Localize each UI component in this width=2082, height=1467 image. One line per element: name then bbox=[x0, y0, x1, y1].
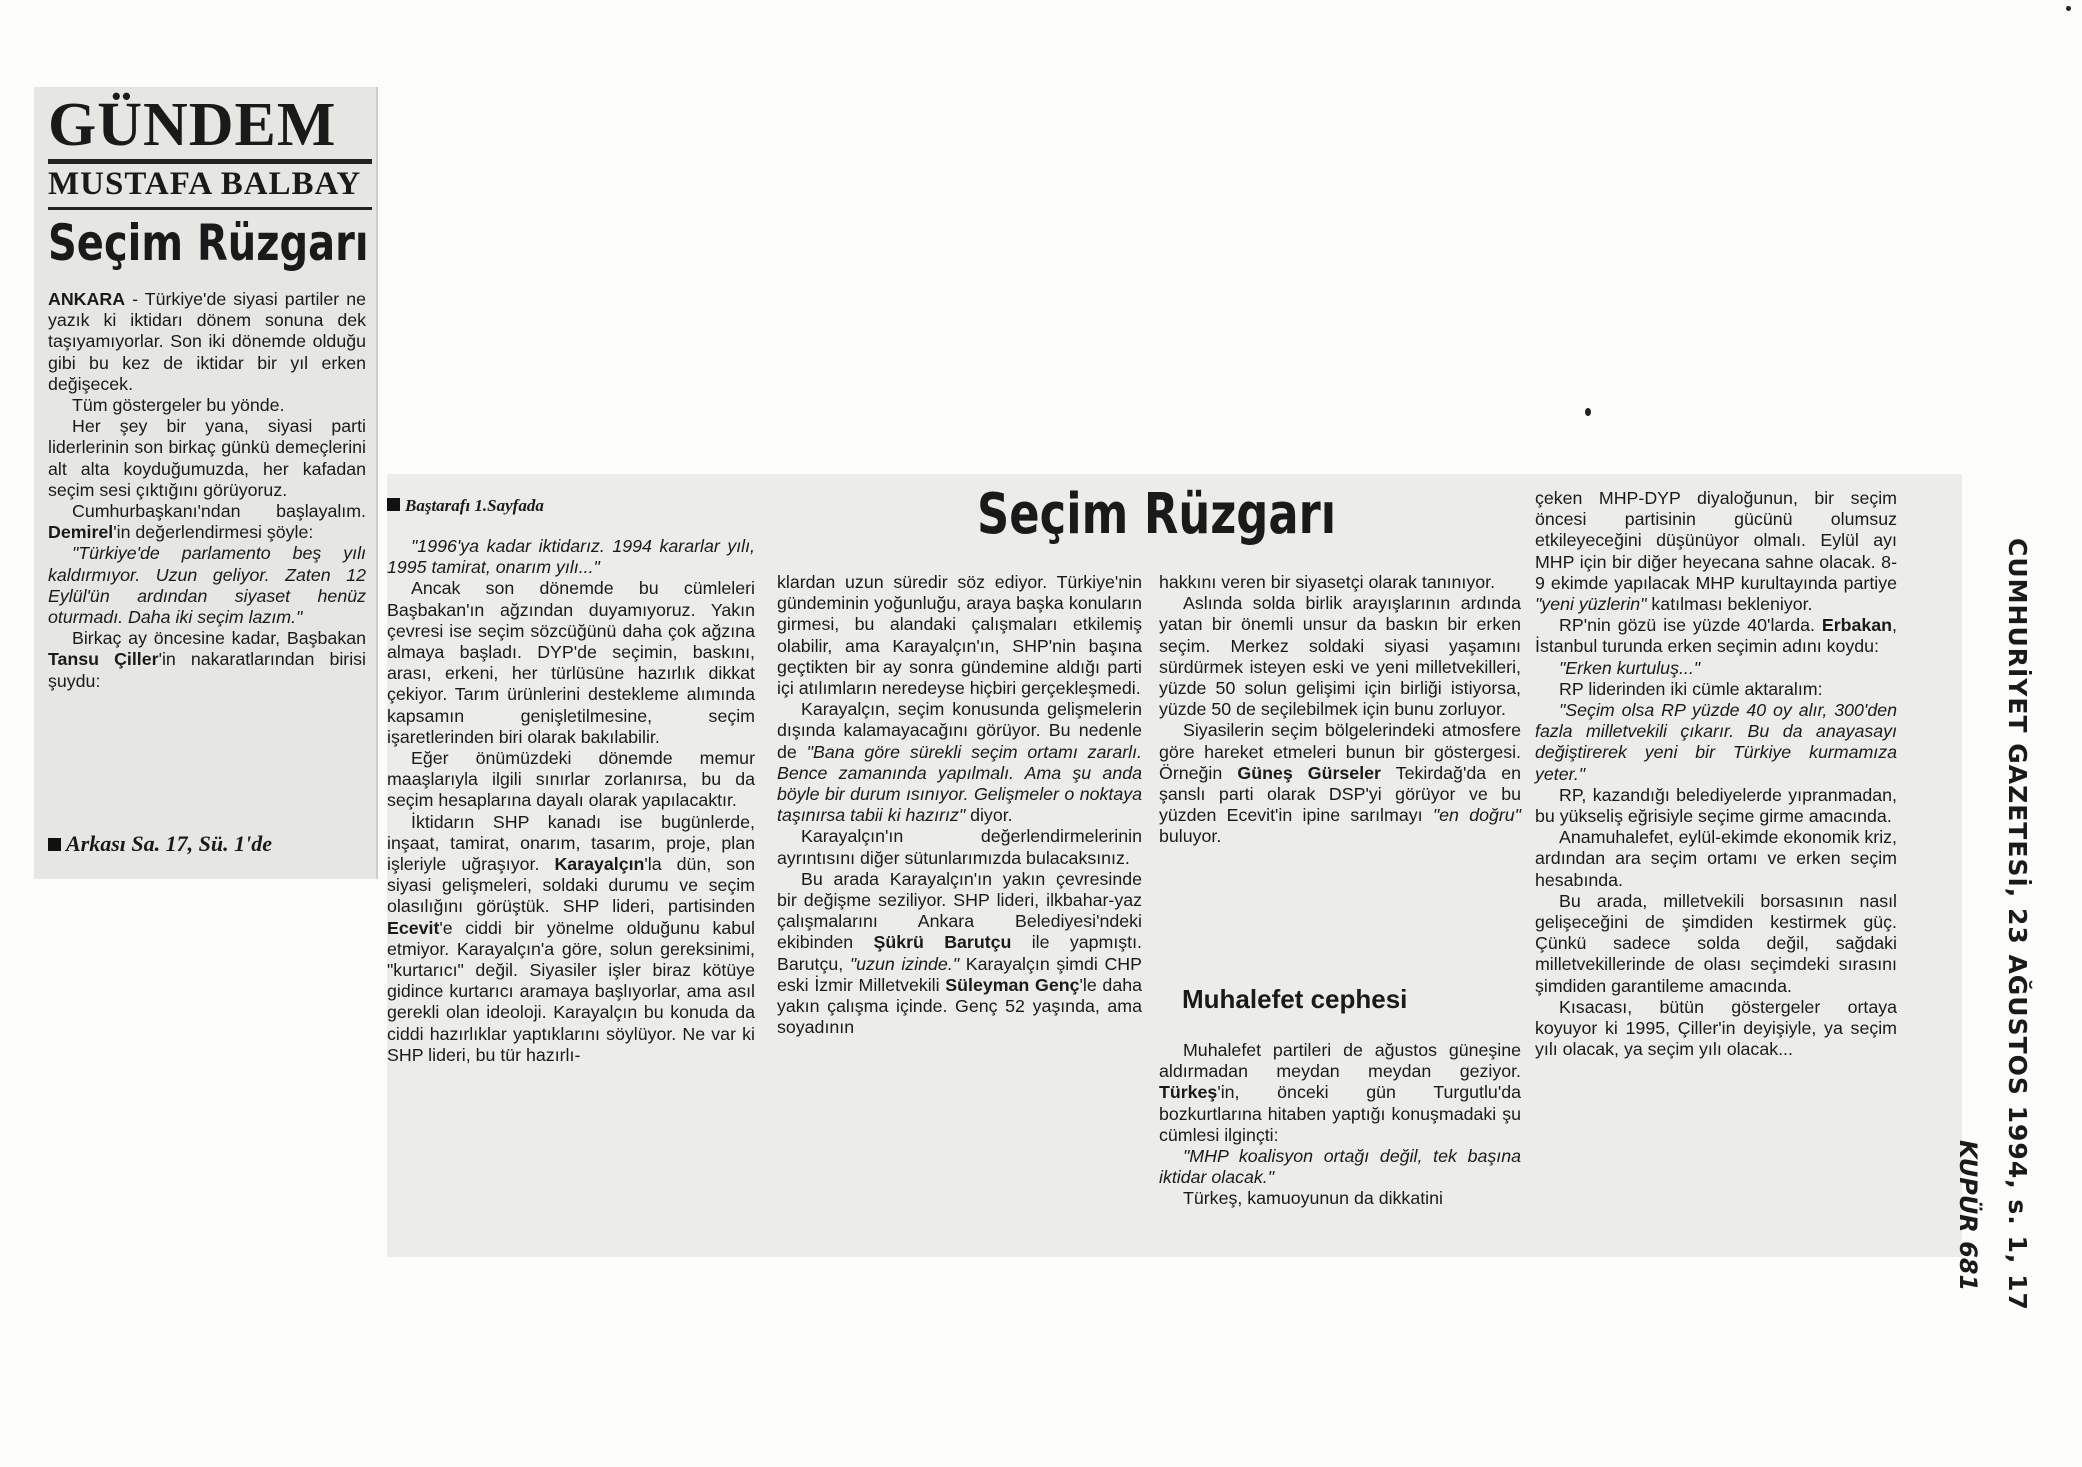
person-name: Güneş Gürseler bbox=[1237, 762, 1381, 783]
continuation-clipping bbox=[387, 474, 1962, 1257]
bullet-square-icon bbox=[387, 498, 400, 511]
paragraph: Türkeş, kamuoyunun da dikkatini bbox=[1183, 1188, 1443, 1209]
paragraph: Tüm göstergeler bu yönde. bbox=[72, 395, 285, 416]
paragraph: Muhalefet partileri de ağustos güneşine aldırmadan meydan meydan geziyor. Türkeş'in, önceki gün Turgutlu'da bozkurtlarına hitaben yaptığı konuşmadaki şu cümlesi ilginçti: bbox=[1159, 1040, 1521, 1145]
paragraph: ANKARA - Türkiye'de siyasi partiler ne yazık ki iktidarı dönem sonuna dek taşıyamıyorlar. Son iki dönemde olduğu gibi bu kez de iktidar bir yıl erken değişecek. bbox=[48, 289, 366, 394]
scan-speck bbox=[1585, 408, 1591, 416]
paragraph: RP liderinden iki cümle aktaralım: bbox=[1559, 678, 1823, 699]
front-column-text bbox=[48, 289, 366, 692]
quote: "en doğru" bbox=[1432, 805, 1521, 826]
quote: "Türkiye'de parlamento beş yılı kaldırmıyor. Uzun geliyor. Zaten 12 Eylül'ün ardından siyaset henüz oturmadı. Daha iki seçim lazım." bbox=[48, 543, 366, 628]
paragraph: Karayalçın'ın değerlendirmelerinin ayrıntısını diğer sütunlarımızda bulacaksınız. bbox=[777, 826, 1142, 868]
column-1 bbox=[387, 536, 755, 1066]
source-citation: CUMHURİYET GAZETESİ, 23 AĞUSTOS 1994, s. 1, 17 bbox=[2003, 538, 2032, 1311]
column-3 bbox=[1159, 572, 1521, 848]
section-title: GÜNDEM bbox=[48, 91, 337, 159]
scan-speck bbox=[2066, 6, 2071, 11]
quote: "uzun izinde." bbox=[849, 953, 960, 974]
headline: Seçim Rüzgarı bbox=[48, 214, 369, 272]
continued-on-label: Arkası Sa. 17, Sü. 1'de bbox=[48, 831, 272, 857]
paragraph: RP, kazandığı belediyelerde yıpranmadan, bu yükseliş eğrisiyle seçime girme amacında. bbox=[1535, 784, 1897, 827]
person-name: Karayalçın bbox=[554, 854, 645, 875]
paragraph: Bu arada, milletvekili borsasının nasıl gelişeceğini de şimdiden kestirmek güç. Çünkü sadece solda değil, sağdaki milletvekillerinde de olası seçimdeki sırasını şimdiden garantileme amacında. bbox=[1535, 890, 1897, 996]
quote: "MHP koalisyon ortağı değil, tek başına iktidar olacak." bbox=[1159, 1146, 1521, 1188]
person-name: Şükrü Barutçu bbox=[873, 932, 1012, 953]
quote: "Bana göre sürekli seçim ortamı zararlı. Bence zamanında yapılmalı. Ama şu anda böyle bir durum ısınıyor. Gelişmeler o noktaya taşınırsa tabii ki hazırız" bbox=[777, 741, 1142, 826]
person-name: Ecevit bbox=[387, 917, 440, 938]
paragraph: Karayalçın, seçim konusunda gelişmelerin dışında kalamayacağını görüyor. Bu nedenle de "Bana göre sürekli seçim ortamı zararlı. Bence zamanında yapılmalı. Ama şu anda böyle bir durum ısınıyor. Gelişmeler o noktaya taşınırsa tabii ki hazırız" diyor. bbox=[777, 699, 1142, 826]
continuation-headline: Seçim Rüzgarı bbox=[977, 482, 1337, 547]
author-name: MUSTAFA BALBAY bbox=[48, 166, 362, 202]
bullet-square-icon bbox=[48, 838, 61, 851]
paragraph: RP'nin gözü ise yüzde 40'larda. Erbakan, İstanbul turunda erken seçimin adını koydu: bbox=[1535, 615, 1897, 657]
paragraph: Siyasilerin seçim bölgelerindeki atmosfere göre hareket etmeleri bunun bir göstergesi. Örneğin Güneş Gürseler Tekirdağ'da en şanslı parti olarak DSP'yi görüyor ve bu yüzden Ecevit'in ipine sarılmayı "en doğru" buluyor. bbox=[1159, 720, 1521, 847]
paragraph: Her şey bir yana, siyasi parti liderlerinin son birkaç günkü demeçlerini alt alta koyduğumuzda, her kafadan seçim sesi çıktığını görüyoruz. bbox=[48, 416, 366, 500]
paragraph: Bu arada Karayalçın'ın yakın çevresinde bir değişme seziliyor. SHP lideri, ilkbahar-yaz çalışmalarını Ankara Belediyesi'ndeki ekibinden Şükrü Barutçu ile yapmıştı. Barutçu, "uzun izinde." Karayalçın şimdi CHP eski İzmir Milletvekili Süleyman Genç'le daha yakın çalışma içinde. Genç 52 yaşında, ama soyadının bbox=[777, 868, 1142, 1038]
quote: "yeni yüzlerin" bbox=[1535, 594, 1647, 615]
paragraph: Cumhurbaşkanı'ndan başlayalım. Demirel'in değerlendirmesi şöyle: bbox=[48, 501, 366, 543]
quote: "Seçim olsa RP yüzde 40 oy alır, 300'den fazla milletvekili çıkarır. Bu da anayasayı değiştirerek yeni bir Türkiye kurmamıza yeter." bbox=[1535, 700, 1897, 784]
quote: "Erken kurtuluş..." bbox=[1559, 657, 1701, 678]
paragraph: Anamuhalefet, eylül-ekimde ekonomik kriz, ardından ara seçim ortamı ve erken seçim hesabında. bbox=[1535, 827, 1897, 890]
paragraph: İktidarın SHP kanadı ise bugünlerde, inşaat, tamirat, onarım, tasarım, proje, plan işleriyle uğraşıyor. Karayalçın'la dün, son siyasi gelişmeleri, soldaki durumu ve seçim olasılığını görüştük. SHP lideri, partisinden Ecevit'e ciddi bir yönelme olduğunu kabul etmiyor. Karayalçın'a göre, solun gereksinimi, "kurtarıcı" değil. Siyasiler işler biraz kötüye gidince kurtarıcı aramaya başlıyorlar, ama asıl gerekli olan ideoloji. Karayalçın bu konuda da ciddi hazırlıklar yaptıklarını söylüyor. Ne var ki SHP lideri, bu tür hazırlı- bbox=[387, 811, 755, 1065]
paragraph: Aslında solda birlik arayışlarının ardında yatan bir önemli unsur da baskın bir erken seçim. Merkez soldaki siyasi yaşamını sürdürmek isteyen eski ve yeni milletvekilleri, yüzde 50 solun gelişimi için birliği istiyorsa, yüzde 50 de seçilebilmek için bunu zorluyor. bbox=[1159, 593, 1521, 720]
front-page-clipping bbox=[34, 87, 378, 879]
column-2 bbox=[777, 572, 1142, 1038]
person-name: Tansu Çiller bbox=[48, 649, 159, 670]
person-name: Demirel bbox=[48, 522, 114, 543]
person-name: Süleyman Genç bbox=[945, 974, 1080, 995]
person-name: Türkeş bbox=[1159, 1082, 1218, 1103]
paragraph: Ancak son dönemde bu cümleleri Başbakan'ın ağzından duyamıyoruz. Yakın çevresi ise seçim sözcüğünü daha çok ağzına almaya başladı. DYP'de seçimin, baskını, arası, erkeni, her türlüsüne hazırlık dikkat çekiyor. Tarım ürünlerini destekleme alımında kapsamın genişletilmesine, seçim işaretlerinden biri olarak bakılabilir. bbox=[387, 578, 755, 747]
paragraph: Eğer önümüzdeki dönemde memur maaşlarıyla ilgili sınırlar zorlanırsa, bu da seçim hesaplarına dayalı olarak yapılacaktır. bbox=[387, 748, 755, 811]
dateline: ANKARA bbox=[48, 289, 126, 309]
author-rule bbox=[48, 207, 372, 210]
paragraph: klardan uzun süredir söz ediyor. Türkiye'nin gündeminin yoğunluğu, araya başka konuların girmesi, bu alandaki çalışmaları etkilemiş olabilir, ama Karayalçın'ın, SHP'nin başına geçtikten bir ay sonra gündemine aldığı parti içi atılımların neredeyse hiçbiri gerçekleşmedi. bbox=[777, 572, 1142, 699]
paragraph: Birkaç ay öncesine kadar, Başbakan Tansu Çiller'in nakaratlarından birisi şuydu: bbox=[48, 628, 367, 691]
clip-number: KUPÜR 681 bbox=[1954, 1140, 1982, 1292]
paragraph: Kısacası, bütün göstergeler ortaya koyuyor ki 1995, Çiller'in deyişiyle, ya seçim yılı olacak, ya seçim yılı olacak... bbox=[1535, 996, 1897, 1060]
subheading: Muhalefet cephesi bbox=[1182, 984, 1408, 1014]
quote: "1996'ya kadar iktidarız. 1994 kararlar yılı, 1995 tamirat, onarım yılı..." bbox=[387, 536, 755, 578]
person-name: Erbakan bbox=[1821, 615, 1893, 636]
continued-from-label: Baştarafı 1.Sayfada bbox=[387, 496, 544, 516]
paragraph: hakkını veren bir siyasetçi olarak tanınıyor. bbox=[1159, 572, 1496, 592]
column-3-lower bbox=[1159, 1040, 1521, 1210]
section-rule bbox=[48, 159, 372, 164]
column-4 bbox=[1535, 488, 1897, 1060]
paragraph: çeken MHP-DYP diyaloğunun, bir seçim öncesi partisinin gücünü olumsuz etkileyeceğini düşünüyor olmalı. Eylül ayı MHP için bir diğer heyecana sahne olacak. 8-9 ekimde yapılacak MHP kurultayında partiye "yeni yüzlerin" katılması bekleniyor. bbox=[1535, 488, 1897, 615]
